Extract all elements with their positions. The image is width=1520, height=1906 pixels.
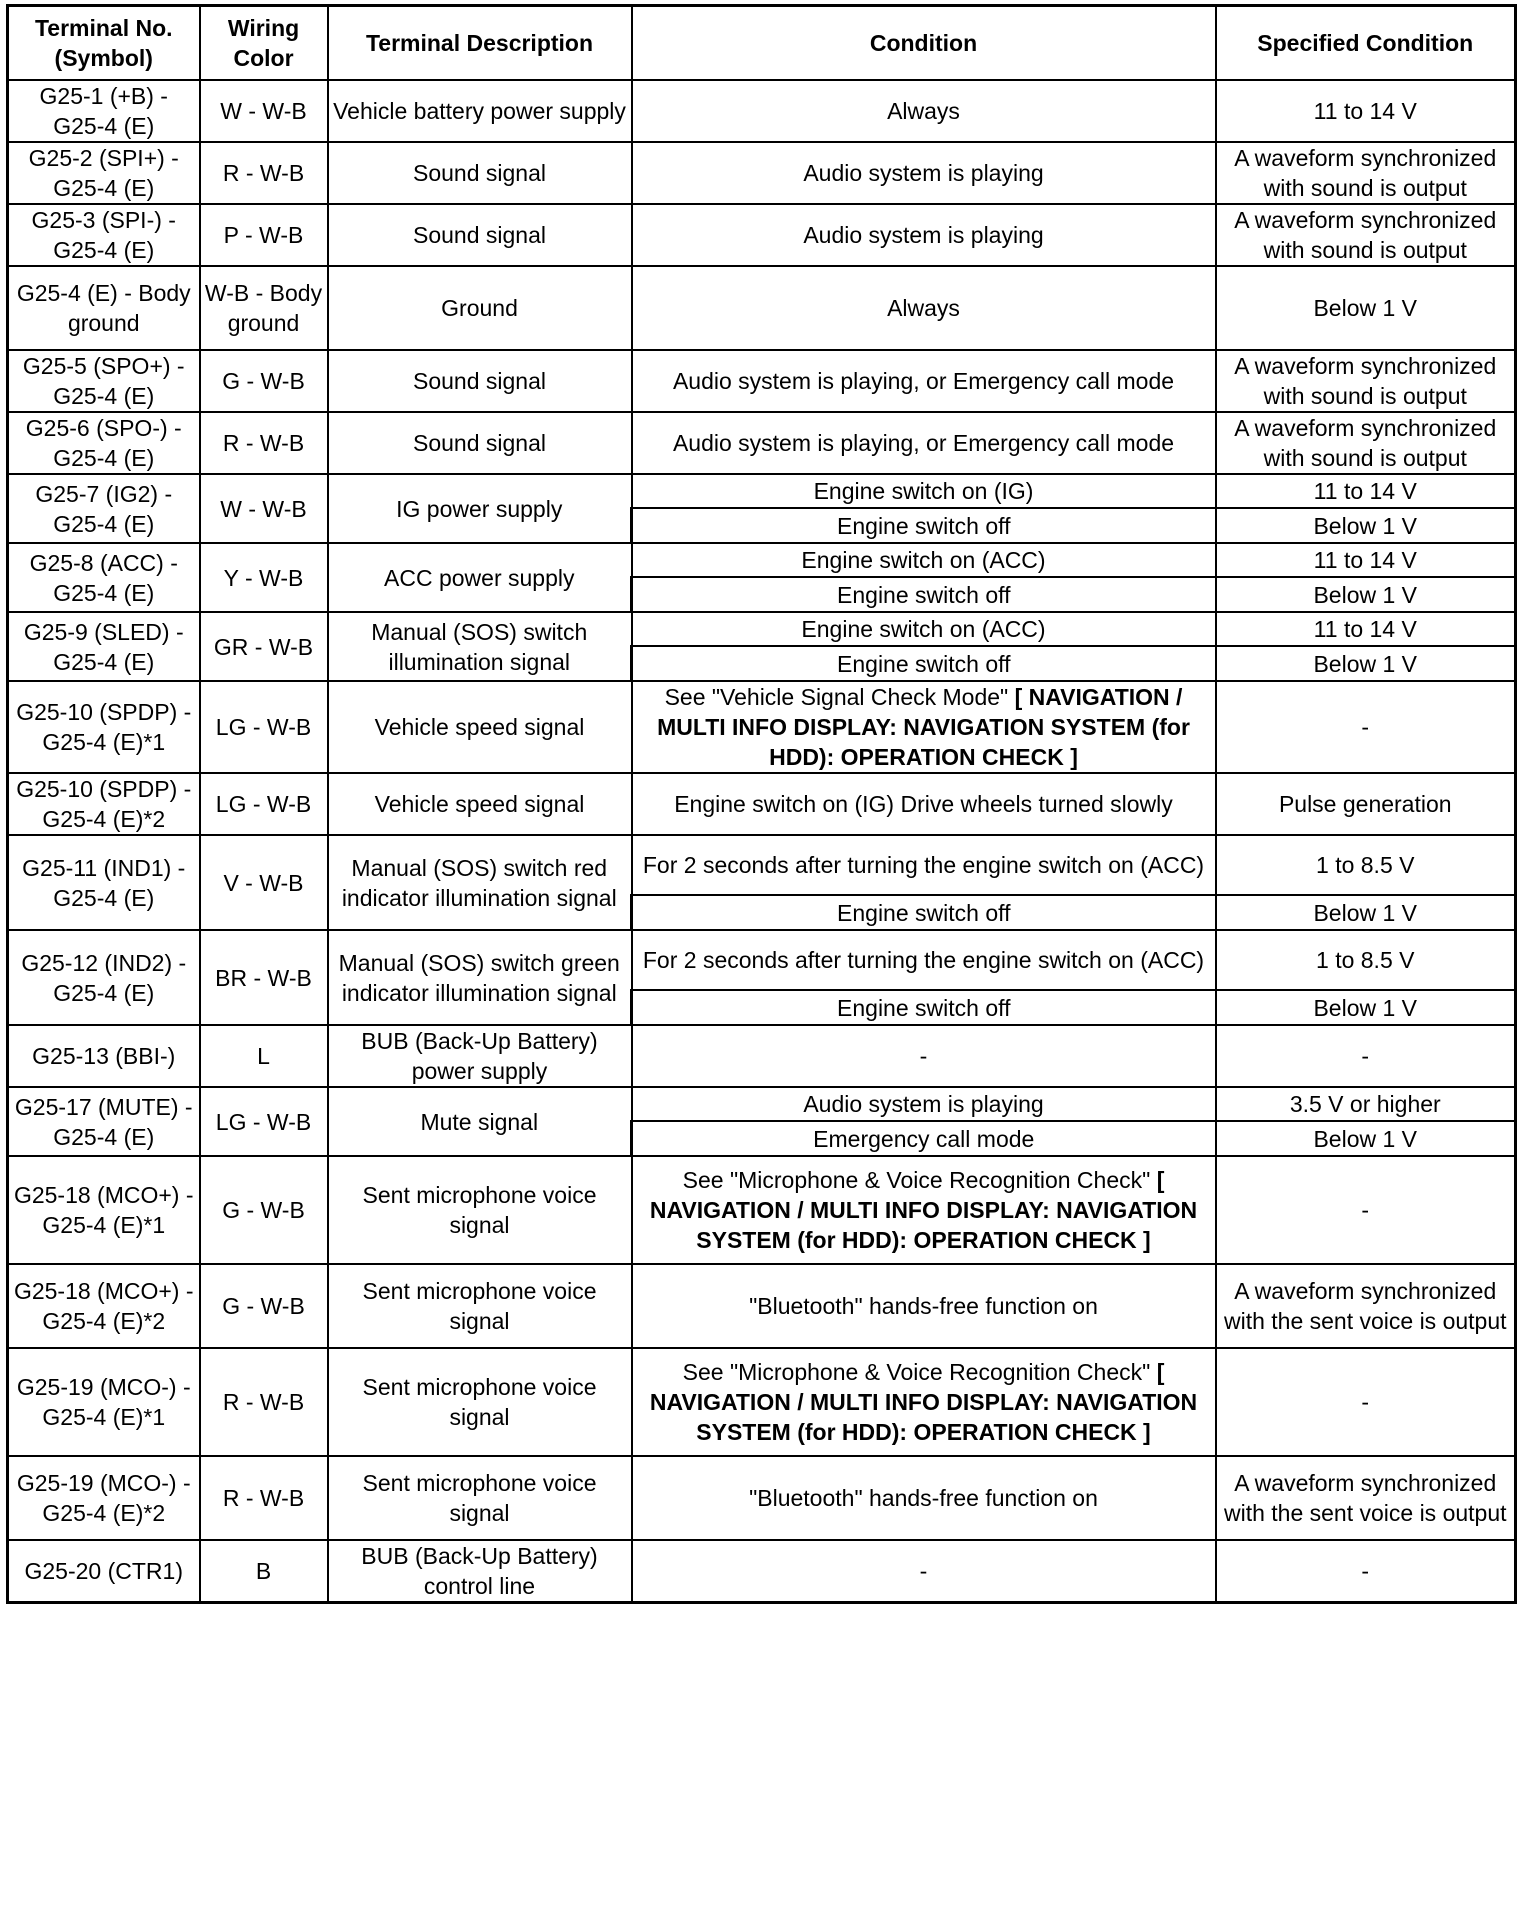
terminal-description-cell: Sound signal: [328, 142, 632, 204]
table-row: [8, 350, 1516, 412]
terminal-cell: G25-9 (SLED) - G25-4 (E): [8, 612, 200, 681]
header-condition: Condition: [632, 6, 1216, 81]
specified-condition-cell: 11 to 14 V: [1216, 543, 1516, 577]
terminal-description-cell: Manual (SOS) switch illumination signal: [328, 612, 632, 681]
terminal-cell: G25-18 (MCO+) - G25-4 (E)*1: [8, 1156, 200, 1264]
condition-cell: [632, 1087, 1216, 1121]
condition-reference-link: [ NAVIGATION / MULTI INFO DISPLAY: NAVIGATION SYSTEM (for HDD): OPERATION CHECK ]: [657, 684, 1190, 770]
table-row: [8, 1264, 1516, 1348]
specified-condition-cell: 11 to 14 V: [1216, 474, 1516, 508]
specified-condition-cell: Pulse generation: [1216, 773, 1516, 835]
terminal-cell: G25-10 (SPDP) - G25-4 (E)*1: [8, 681, 200, 773]
terminal-description-cell: Mute signal: [328, 1087, 632, 1156]
condition-text: Engine switch off: [837, 581, 1011, 608]
condition-text: -: [919, 1558, 928, 1584]
wiring-color-cell: P - W-B: [200, 204, 328, 266]
terminal-description-cell: Sent microphone voice signal: [328, 1156, 632, 1264]
wiring-color-cell: G - W-B: [200, 1156, 328, 1264]
condition-text: Engine switch on (IG) Drive wheels turned slowly: [674, 791, 1173, 817]
condition-cell: [632, 1121, 1216, 1156]
condition-text: See "Microphone & Voice Recognition Check": [682, 1167, 1151, 1193]
condition-cell: [632, 350, 1216, 412]
condition-cell: [632, 835, 1216, 895]
terminal-spec-table-container: [6, 4, 1514, 1604]
specified-condition-cell: Below 1 V: [1216, 646, 1516, 681]
terminal-description-cell: Vehicle battery power supply: [328, 80, 632, 142]
table-row: [8, 80, 1516, 142]
header-terminal-description: Terminal Description: [328, 6, 632, 81]
terminal-cell: G25-8 (ACC) - G25-4 (E): [8, 543, 200, 612]
terminal-cell: G25-1 (+B) - G25-4 (E): [8, 80, 200, 142]
table-row: [8, 773, 1516, 835]
condition-text: Engine switch off: [837, 650, 1011, 677]
terminal-cell: G25-5 (SPO+) - G25-4 (E): [8, 350, 200, 412]
condition-cell: [632, 1264, 1216, 1348]
condition-cell: [632, 646, 1216, 681]
terminal-description-cell: BUB (Back-Up Battery) power supply: [328, 1025, 632, 1087]
wiring-color-cell: R - W-B: [200, 412, 328, 474]
terminal-description-cell: Vehicle speed signal: [328, 773, 632, 835]
terminal-description-cell: Sent microphone voice signal: [328, 1264, 632, 1348]
condition-text: "Bluetooth" hands-free function on: [749, 1485, 1098, 1511]
wiring-color-cell: W-B - Body ground: [200, 266, 328, 350]
specified-condition-cell: Below 1 V: [1216, 895, 1516, 930]
condition-text: -: [919, 1043, 928, 1069]
specified-condition-cell: A waveform synchronized with sound is output: [1216, 350, 1516, 412]
header-specified-condition: Specified Condition: [1216, 6, 1516, 81]
table-row: [8, 930, 1516, 990]
condition-text: Audio system is playing: [803, 222, 1044, 248]
condition-text: For 2 seconds after turning the engine switch on (ACC): [642, 852, 1205, 878]
terminal-spec-table: [6, 4, 1517, 1604]
specified-condition-cell: Below 1 V: [1216, 990, 1516, 1025]
condition-text: Engine switch on (ACC): [801, 616, 1046, 642]
condition-cell: [632, 543, 1216, 577]
condition-text: See "Microphone & Voice Recognition Check": [682, 1359, 1151, 1385]
condition-text: Engine switch on (ACC): [801, 547, 1046, 573]
terminal-description-cell: Sound signal: [328, 350, 632, 412]
condition-cell: [632, 80, 1216, 142]
specified-condition-cell: 1 to 8.5 V: [1216, 930, 1516, 990]
terminal-cell: G25-2 (SPI+) - G25-4 (E): [8, 142, 200, 204]
terminal-description-cell: Sound signal: [328, 204, 632, 266]
specified-condition-cell: 3.5 V or higher: [1216, 1087, 1516, 1121]
wiring-color-cell: W - W-B: [200, 80, 328, 142]
specified-condition-cell: Below 1 V: [1216, 1121, 1516, 1156]
condition-cell: [632, 1025, 1216, 1087]
terminal-cell: G25-11 (IND1) - G25-4 (E): [8, 835, 200, 930]
condition-cell: [632, 577, 1216, 612]
specified-condition-cell: -: [1216, 1540, 1516, 1603]
wiring-color-cell: LG - W-B: [200, 773, 328, 835]
wiring-color-cell: GR - W-B: [200, 612, 328, 681]
terminal-description-cell: Sound signal: [328, 412, 632, 474]
table-row: [8, 543, 1516, 577]
condition-cell: [632, 474, 1216, 508]
wiring-color-cell: L: [200, 1025, 328, 1087]
condition-text: Always: [887, 295, 960, 321]
specified-condition-cell: A waveform synchronized with sound is output: [1216, 204, 1516, 266]
condition-cell: [632, 508, 1216, 543]
wiring-color-cell: R - W-B: [200, 1456, 328, 1540]
condition-cell: [632, 1540, 1216, 1603]
condition-reference-link: [ NAVIGATION / MULTI INFO DISPLAY: NAVIGATION SYSTEM (for HDD): OPERATION CHECK ]: [649, 1359, 1198, 1445]
condition-text: Audio system is playing: [803, 1091, 1044, 1117]
condition-cell: [632, 1156, 1216, 1264]
header-row: [8, 6, 1516, 81]
table-row: [8, 474, 1516, 508]
specified-condition-cell: 1 to 8.5 V: [1216, 835, 1516, 895]
table-row: [8, 835, 1516, 895]
table-row: [8, 1540, 1516, 1603]
wiring-color-cell: BR - W-B: [200, 930, 328, 1025]
terminal-cell: G25-4 (E) - Body ground: [8, 266, 200, 350]
terminal-cell: G25-10 (SPDP) - G25-4 (E)*2: [8, 773, 200, 835]
terminal-cell: G25-18 (MCO+) - G25-4 (E)*2: [8, 1264, 200, 1348]
table-row: [8, 1087, 1516, 1121]
condition-cell: [632, 930, 1216, 990]
table-row: [8, 1456, 1516, 1540]
wiring-color-cell: LG - W-B: [200, 681, 328, 773]
wiring-color-cell: V - W-B: [200, 835, 328, 930]
specified-condition-cell: 11 to 14 V: [1216, 612, 1516, 646]
table-row: [8, 1025, 1516, 1087]
condition-text: Engine switch off: [837, 994, 1011, 1021]
condition-cell: [632, 412, 1216, 474]
wiring-color-cell: Y - W-B: [200, 543, 328, 612]
condition-text: Always: [887, 98, 960, 124]
specified-condition-cell: -: [1216, 1156, 1516, 1264]
table-row: [8, 1348, 1516, 1456]
terminal-cell: G25-19 (MCO-) - G25-4 (E)*2: [8, 1456, 200, 1540]
specified-condition-cell: A waveform synchronized with sound is output: [1216, 142, 1516, 204]
terminal-cell: G25-13 (BBI-): [8, 1025, 200, 1087]
table-body: [8, 80, 1516, 1603]
wiring-color-cell: R - W-B: [200, 1348, 328, 1456]
table-row: [8, 142, 1516, 204]
terminal-description-cell: IG power supply: [328, 474, 632, 543]
condition-text: Engine switch off: [837, 512, 1011, 539]
terminal-cell: G25-19 (MCO-) - G25-4 (E)*1: [8, 1348, 200, 1456]
terminal-description-cell: Vehicle speed signal: [328, 681, 632, 773]
wiring-color-cell: G - W-B: [200, 1264, 328, 1348]
condition-text: Audio system is playing, or Emergency call mode: [672, 430, 1175, 456]
condition-cell: [632, 266, 1216, 350]
terminal-description-cell: Sent microphone voice signal: [328, 1456, 632, 1540]
condition-cell: [632, 990, 1216, 1025]
wiring-color-cell: W - W-B: [200, 474, 328, 543]
table-row: [8, 1156, 1516, 1264]
terminal-cell: G25-6 (SPO-) - G25-4 (E): [8, 412, 200, 474]
terminal-description-cell: ACC power supply: [328, 543, 632, 612]
wiring-color-cell: G - W-B: [200, 350, 328, 412]
specified-condition-cell: -: [1216, 1025, 1516, 1087]
condition-cell: [632, 142, 1216, 204]
condition-text: For 2 seconds after turning the engine switch on (ACC): [642, 947, 1205, 973]
terminal-description-cell: Manual (SOS) switch green indicator illumination signal: [328, 930, 632, 1025]
specified-condition-cell: Below 1 V: [1216, 577, 1516, 612]
terminal-cell: G25-17 (MUTE) - G25-4 (E): [8, 1087, 200, 1156]
wiring-color-cell: B: [200, 1540, 328, 1603]
table-row: [8, 412, 1516, 474]
specified-condition-cell: Below 1 V: [1216, 266, 1516, 350]
condition-text: Audio system is playing: [803, 160, 1044, 186]
condition-text: See "Vehicle Signal Check Mode": [664, 684, 1009, 710]
condition-cell: [632, 773, 1216, 835]
specified-condition-cell: A waveform synchronized with the sent voice is output: [1216, 1456, 1516, 1540]
header-terminal-no: Terminal No. (Symbol): [8, 6, 200, 81]
terminal-cell: G25-7 (IG2) - G25-4 (E): [8, 474, 200, 543]
condition-cell: [632, 895, 1216, 930]
specified-condition-cell: A waveform synchronized with the sent voice is output: [1216, 1264, 1516, 1348]
terminal-description-cell: BUB (Back-Up Battery) control line: [328, 1540, 632, 1603]
specified-condition-cell: Below 1 V: [1216, 508, 1516, 543]
terminal-cell: G25-12 (IND2) - G25-4 (E): [8, 930, 200, 1025]
condition-text: Emergency call mode: [813, 1125, 1035, 1152]
terminal-description-cell: Ground: [328, 266, 632, 350]
wiring-color-cell: R - W-B: [200, 142, 328, 204]
table-row: [8, 681, 1516, 773]
specified-condition-cell: -: [1216, 1348, 1516, 1456]
condition-text: Engine switch on (IG): [813, 478, 1034, 504]
condition-text: Audio system is playing, or Emergency call mode: [672, 368, 1175, 394]
terminal-cell: G25-3 (SPI-) - G25-4 (E): [8, 204, 200, 266]
condition-reference-link: [ NAVIGATION / MULTI INFO DISPLAY: NAVIGATION SYSTEM (for HDD): OPERATION CHECK ]: [649, 1167, 1198, 1253]
terminal-description-cell: Manual (SOS) switch red indicator illumination signal: [328, 835, 632, 930]
specified-condition-cell: A waveform synchronized with sound is output: [1216, 412, 1516, 474]
condition-cell: [632, 1348, 1216, 1456]
table-row: [8, 266, 1516, 350]
terminal-cell: G25-20 (CTR1): [8, 1540, 200, 1603]
condition-text: Engine switch off: [837, 899, 1011, 926]
table-row: [8, 204, 1516, 266]
condition-cell: [632, 1456, 1216, 1540]
specified-condition-cell: 11 to 14 V: [1216, 80, 1516, 142]
header-wiring-color: Wiring Color: [200, 6, 328, 81]
terminal-description-cell: Sent microphone voice signal: [328, 1348, 632, 1456]
specified-condition-cell: -: [1216, 681, 1516, 773]
condition-cell: [632, 204, 1216, 266]
table-row: [8, 612, 1516, 646]
condition-text: "Bluetooth" hands-free function on: [749, 1293, 1098, 1319]
wiring-color-cell: LG - W-B: [200, 1087, 328, 1156]
condition-cell: [632, 612, 1216, 646]
condition-cell: [632, 681, 1216, 773]
